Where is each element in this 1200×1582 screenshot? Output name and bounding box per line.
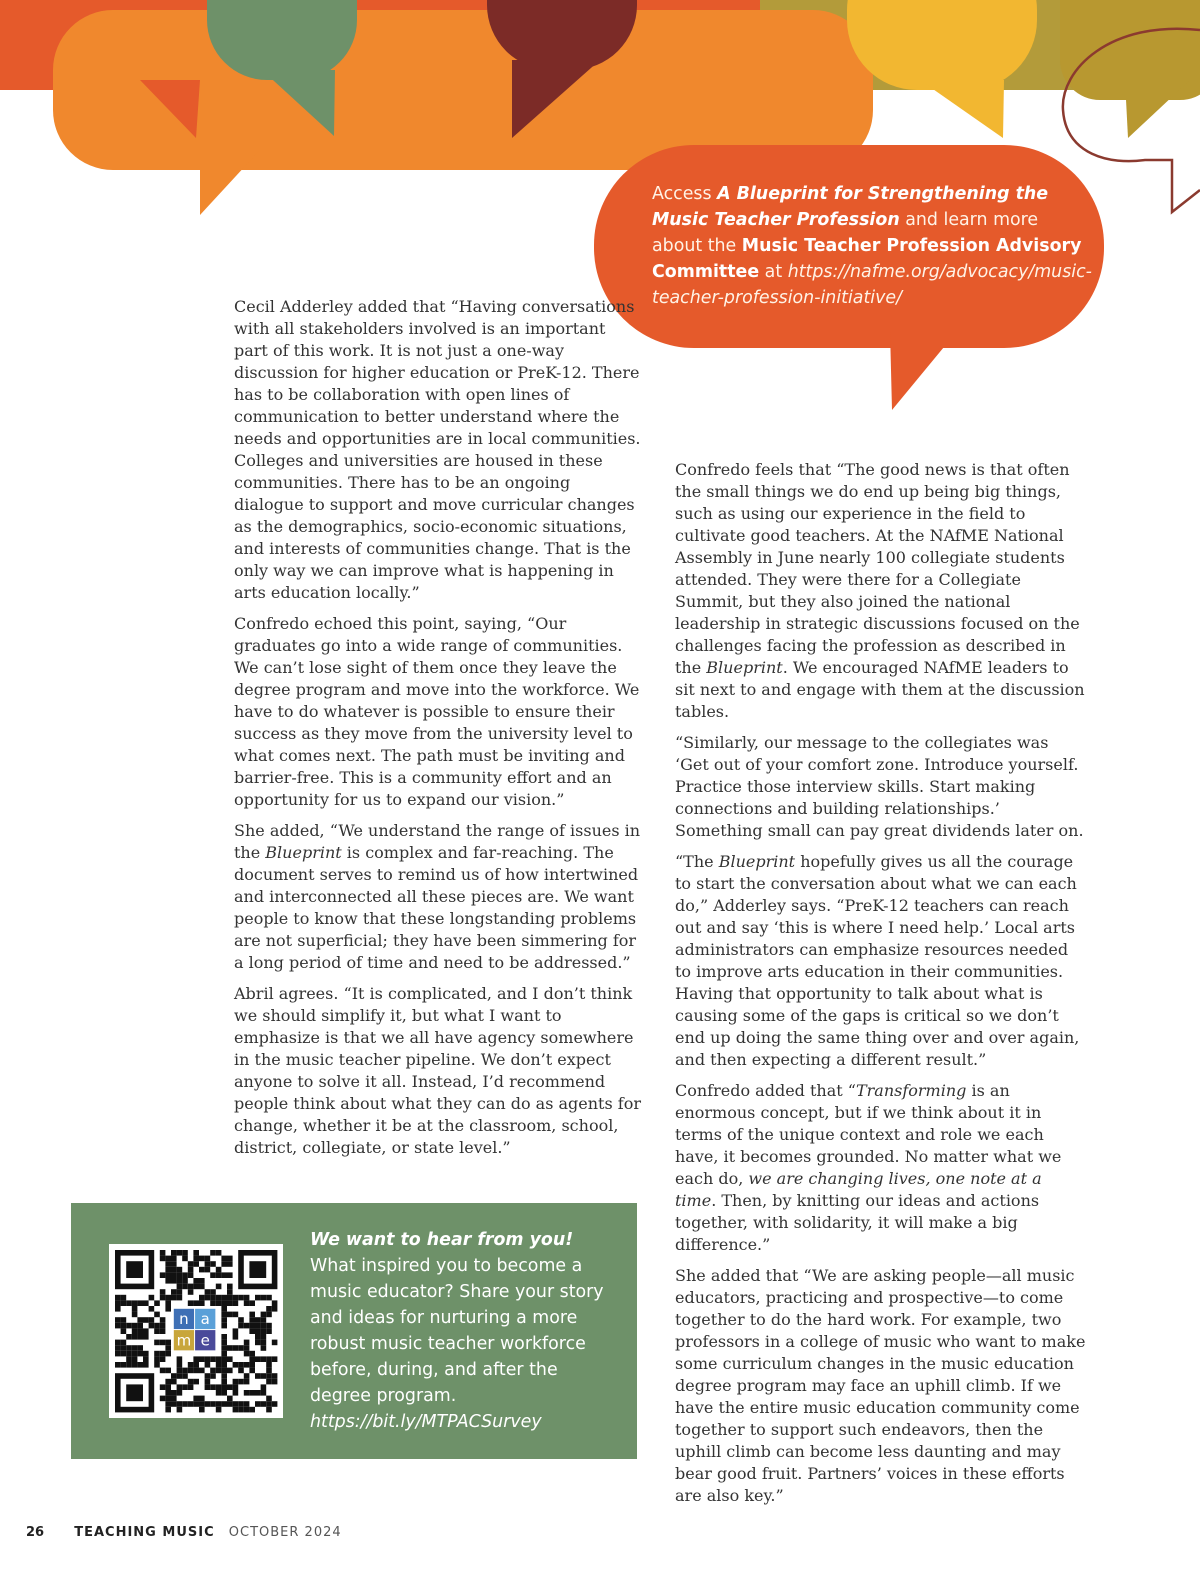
svg-text:e: e <box>200 1331 210 1350</box>
paragraph <box>675 1080 1087 1256</box>
promo-body: What inspired you to become a music educator? Share your story and ideas for nurturing a more robust music teacher workforce before, during, and after the degree program. <box>310 1256 604 1406</box>
text-run: Confredo added that “ <box>675 1081 856 1100</box>
svg-text:n: n <box>179 1310 189 1329</box>
text-run: hopefully gives us all the courage to start the conversation about what we can each do,” Adderley says. “PreK-12 teachers can reach out and say ‘this is where I need help.’ Local arts administrators can emphasize resources needed to improve arts education in their communities. Having that opportunity to talk about what is causing some of the gaps is critical so we don’t end up doing the same thing over and over again, and then expecting a different result.” <box>675 852 1080 1069</box>
paragraph: She added that “We are asking people—all music educators, practicing and prospective—to come together to do the hard work. For example, two professors in a college of music who want to make some curriculum changes in the music education degree program may face an uphill climb. If we have the entire music education community come together to support such endeavors, then the uphill climb can become less daunting and may bear good fruit. Partners’ voices in these efforts are also key.” <box>675 1266 1086 1505</box>
qr-code-graphic <box>109 1244 283 1418</box>
svg-text:m: m <box>176 1331 192 1350</box>
text-run: “The <box>675 852 714 871</box>
text-run: . We encouraged NAfME leaders to sit next to and engage with them at the discussion tables. <box>675 658 1085 721</box>
page-number: 26 <box>26 1525 45 1540</box>
changing-lives-italic: we are changing lives, one note at a time <box>675 1169 1042 1210</box>
callout-learn-more-text: and learn more about the <box>652 210 1039 256</box>
paragraph <box>234 820 642 974</box>
text-run: is an enormous concept, but if we think about it in terms of the unique context and role we each have, it becomes grounded. No matter what we each do, <box>675 1081 1062 1188</box>
article-column-left <box>234 296 642 1168</box>
issue-date: OCTOBER 2024 <box>228 1525 342 1540</box>
transforming-italic: Transforming <box>855 1081 967 1100</box>
callout-committee-name: Music Teacher Profession Advisory Committee <box>652 236 1082 282</box>
svg-text:a: a <box>200 1310 210 1329</box>
promo-headline: We want to hear from you! <box>310 1230 574 1250</box>
article-column-right <box>675 459 1087 1516</box>
survey-link[interactable]: https://bit.ly/MTPACSurvey <box>310 1412 542 1432</box>
paragraph: Abril agrees. “It is complicated, and I don’t think we should simplify it, but what I want to emphasize is that we all have agency somewhere in the music teacher pipeline. We don’t expect anyone to solve it all. Instead, I’d recommend people think about what they can do as agents for change, whether it be at the classroom, school, district, collegiate, or state level.” <box>234 984 641 1157</box>
promo-text <box>310 1227 620 1435</box>
survey-promo-box <box>71 1203 637 1459</box>
blueprint-italic: Blueprint <box>265 843 342 862</box>
paragraph: Confredo echoed this point, saying, “Our graduates go into a wide range of communities. We can’t lose sight of them once they leave the degree program and move into the workforce. We have to do whatever is possible to ensure their success as they move from the university level to what comes next. The path must be inviting and barrier-free. This is a community effort and an opportunity for us to expand our vision.” <box>234 614 640 809</box>
blueprint-italic: Blueprint <box>706 658 783 677</box>
text-run: Confredo feels that “The good news is that often the small things we do end up being big things, such as using our experience in the field to cultivate good teachers. At the NAfME National Assembly in June nearly 100 collegiate students attended. They were there for a Collegiate Summit, but they also joined the national leadership in strategic discussions focused on the challenges facing the profession as described in the <box>675 460 1080 677</box>
qr-code[interactable] <box>109 1244 283 1418</box>
callout-at-text: at <box>764 262 783 282</box>
text-run: . Then, by knitting our ideas and actions together, with solidarity, it will make a big difference.” <box>675 1191 1040 1254</box>
callout-blueprint-title: A Blueprint for Strengthening the Music Teacher Profession <box>652 184 1049 230</box>
paragraph <box>675 851 1087 1071</box>
callout-url-link[interactable]: https://nafme.org/advocacy/music-teacher-profession-initiative/ <box>652 262 1092 308</box>
blueprint-callout <box>652 181 1092 311</box>
paragraph: “Similarly, our message to the collegiates was ‘Get out of your comfort zone. Introduce yourself. Practice those interview skills. Start making connections and building relationships.’ Something small can pay great dividends later on. <box>675 733 1084 840</box>
paragraph: Cecil Adderley added that “Having conversations with all stakeholders involved is an important part of this work. It is not just a one-way discussion for higher education or PreK-12. There has to be collaboration with open lines of communication to better understand where the needs and opportunities are in local communities. Colleges and universities are housed in these communities. There has to be an ongoing dialogue to support and move curricular changes as the demographics, socio-economic situations, and interests of communities change. That is the only way we can improve what is happening in arts education locally.” <box>234 297 641 602</box>
magazine-name: TEACHING MUSIC <box>74 1525 215 1540</box>
blueprint-italic: Blueprint <box>718 852 796 871</box>
text-run: She added, “We understand the range of issues in the <box>234 821 641 862</box>
page-footer <box>26 1525 342 1540</box>
callout-access-text: Access <box>652 184 712 204</box>
text-run: is complex and far-reaching. The document serves to remind us of how intertwined and interconnected all these pieces are. We want people to know that these longstanding problems are not superficial; they have been simmering for a long period of time and need to be addressed.” <box>234 843 639 972</box>
paragraph <box>675 459 1087 723</box>
